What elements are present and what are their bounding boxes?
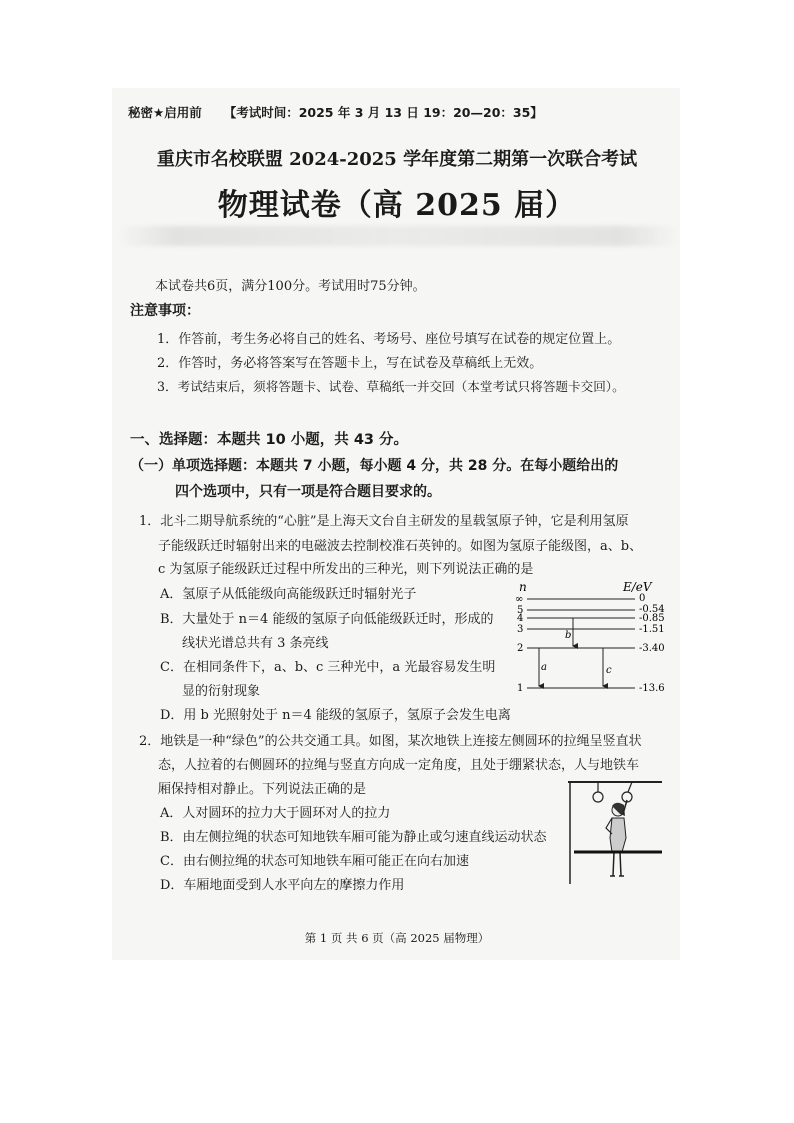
q1-option-d: D．用 b 光照射处于 n＝4 能级的氢原子，氢原子会发生电离 (160, 708, 511, 723)
q2-option-d: D．车厢地面受到人水平向左的摩擦力作用 (160, 878, 405, 893)
q1-option-a: A．氢原子从低能级向高能级跃迁时辐射光子 (160, 587, 417, 602)
notice-item: 3．考试结束后，须将答题卡、试卷、草稿纸一并交回（本堂考试只将答题卡交回）。 (157, 379, 625, 394)
notice-item: 1．作答前，考生务必将自己的姓名、考场号、座位号填写在试卷的规定位置上。 (157, 332, 621, 347)
q2-option-c: C．由右侧拉绳的状态可知地铁车厢可能正在向右加速 (160, 854, 469, 869)
sub-section-heading-cont: 四个选项中，只有一项是符合题目要求的。 (175, 484, 441, 500)
section-heading: 一、选择题：本题共 10 小题，共 43 分。 (130, 432, 409, 448)
page-footer: 第 1 页 共 6 页（高 2025 届物理） (304, 931, 490, 945)
notice-item: 2．作答时，务必将答案写在答题卡上，写在试卷及草稿纸上无效。 (157, 356, 543, 371)
q2-option-b: B．由左侧拉绳的状态可知地铁车厢可能为静止或匀速直线运动状态 (160, 830, 547, 845)
level-energy: -1.51 (639, 624, 665, 635)
passenger (606, 800, 627, 876)
level-energy: -0.54 (639, 604, 665, 615)
transition-b-label: b (565, 630, 572, 641)
level-n: 5 (517, 605, 524, 616)
n-axis-label: n (519, 580, 527, 594)
sub-section-heading: （一）单项选择题：本题共 7 小题，每小题 4 分，共 28 分。在每小题给出的 (130, 458, 619, 474)
transition-a-label: a (541, 662, 547, 673)
notice-heading: 注意事项： (130, 303, 200, 319)
left-ring (593, 792, 603, 802)
level-n: 1 (517, 683, 524, 694)
level-n: 2 (517, 643, 524, 654)
q1-option-c: C．在相同条件下，a、b、c 三种光中，a 光最容易发生明 (160, 660, 496, 675)
energy-levels (527, 599, 635, 688)
exam-time: 【考试时间：2025 年 3 月 13 日 19：20—20：35】 (223, 105, 543, 120)
level-energy: -13.6 (639, 683, 665, 694)
level-energy: -3.40 (639, 643, 665, 654)
paper-title: 物理试卷（高 2025 届） (217, 188, 577, 223)
level-n: 3 (517, 624, 524, 635)
transition-c-label: c (606, 665, 612, 676)
energy-level-diagram (505, 580, 675, 700)
energy-axis-label: E/eV (623, 580, 652, 594)
q1-option-c-cont: 显的衍射现象 (182, 684, 261, 699)
secret-label: 秘密★启用前 (128, 105, 202, 120)
q1-stem-line: 子能级跃迁时辐射出来的电磁波去控制校准石英钟的。如图为氢原子能级图，a、b、 (158, 539, 643, 554)
q1-stem-line: c 为氢原子能级跃迁过程中所发出的三种光，则下列说法正确的是 (158, 562, 534, 577)
right-strap (628, 782, 632, 792)
level-n: ∞ (515, 594, 524, 605)
q2-option-a: A．人对圆环的拉力大于圆环对人的拉力 (160, 806, 391, 821)
subway-passenger-figure (562, 776, 667, 888)
q2-stem-line: 厢保持相对静止。下列说法正确的是 (158, 782, 367, 797)
q1-option-b: B．大量处于 n＝4 能级的氢原子向低能级跃迁时，形成的 (160, 612, 494, 627)
q2-stem-line: 2．地铁是一种“绿色”的公共交通工具。如图，某次地铁上连接左侧圆环的拉绳呈竖直状 (139, 734, 642, 749)
level-energy: -0.85 (639, 613, 665, 624)
header-line (128, 103, 543, 121)
q1-option-b-cont: 线状光谱总共有 3 条亮线 (182, 636, 329, 651)
intro-text: 本试卷共6页，满分100分。考试用时75分钟。 (155, 279, 426, 294)
q2-stem-line: 态，人拉着的右侧圆环的拉绳与竖直方向成一定角度，且处于绷紧状态，人与地铁车 (158, 758, 640, 773)
level-n: 4 (517, 613, 524, 624)
blurred-watermark (118, 226, 678, 246)
exam-title: 重庆市名校联盟 2024-2025 学年度第二期第一次联合考试 (156, 149, 638, 170)
q1-stem-line: 1．北斗二期导航系统的“心脏”是上海天文台自主研发的星载氢原子钟，它是利用氢原 (139, 514, 629, 529)
level-energy: 0 (639, 593, 646, 604)
